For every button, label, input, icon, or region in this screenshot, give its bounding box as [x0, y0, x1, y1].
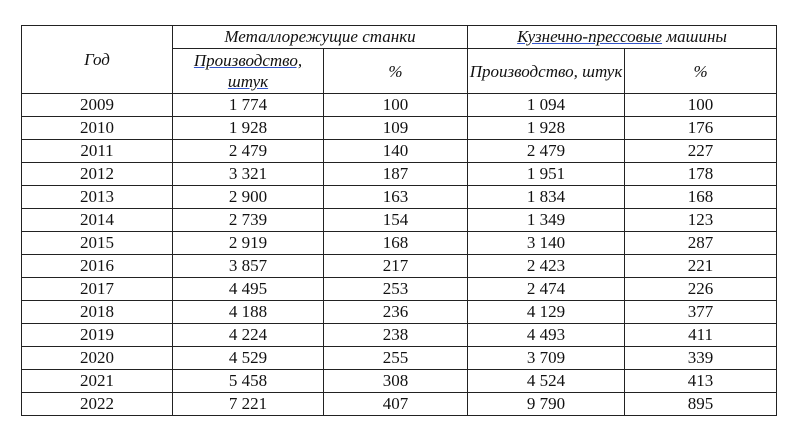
metal-production-cell: 1 774: [173, 94, 324, 117]
year-cell: 2020: [22, 347, 173, 370]
table-row: [22, 301, 777, 324]
year-cell: 2016: [22, 255, 173, 278]
metal-production-header: [173, 49, 324, 94]
press-production-cell: 2 423: [468, 255, 625, 278]
press-production-cell: 1 928: [468, 117, 625, 140]
metal-production-cell: 5 458: [173, 370, 324, 393]
metal-percent-cell: 236: [324, 301, 468, 324]
metal-production-cell: 3 857: [173, 255, 324, 278]
year-cell: 2019: [22, 324, 173, 347]
press-percent-cell: 178: [625, 163, 777, 186]
press-percent-cell: 377: [625, 301, 777, 324]
press-percent-cell: 413: [625, 370, 777, 393]
metal-percent-cell: 255: [324, 347, 468, 370]
forging-press-header: [468, 26, 777, 49]
metal-production-cell: 1 928: [173, 117, 324, 140]
press-production-cell: 3 709: [468, 347, 625, 370]
press-percent-cell: 411: [625, 324, 777, 347]
production-table: [21, 25, 777, 416]
metal-percent-cell: 154: [324, 209, 468, 232]
metal-percent-cell: 308: [324, 370, 468, 393]
table-row: [22, 209, 777, 232]
metal-production-cell: 7 221: [173, 393, 324, 416]
press-percent-cell: 226: [625, 278, 777, 301]
table-row: [22, 370, 777, 393]
press-percent-cell: 168: [625, 186, 777, 209]
metal-percent-cell: 109: [324, 117, 468, 140]
metal-production-cell: 4 224: [173, 324, 324, 347]
metal-production-cell: 2 479: [173, 140, 324, 163]
press-percent-header: %: [625, 49, 777, 94]
table-row: [22, 347, 777, 370]
metal-percent-cell: 238: [324, 324, 468, 347]
table-row: [22, 393, 777, 416]
table-row: [22, 255, 777, 278]
metal-percent-cell: 253: [324, 278, 468, 301]
metal-production-cell: 2 739: [173, 209, 324, 232]
year-cell: 2010: [22, 117, 173, 140]
metal-production-label: Производство, штук: [193, 51, 303, 91]
metal-percent-cell: 217: [324, 255, 468, 278]
metal-production-cell: 2 919: [173, 232, 324, 255]
press-percent-cell: 895: [625, 393, 777, 416]
table-row: [22, 94, 777, 117]
press-production-cell: 9 790: [468, 393, 625, 416]
table-row: [22, 232, 777, 255]
table-row: [22, 324, 777, 347]
press-production-cell: 4 493: [468, 324, 625, 347]
table-row: [22, 278, 777, 301]
press-production-cell: 4 129: [468, 301, 625, 324]
forging-press-underlined: Кузнечно-прессовые: [517, 27, 663, 46]
press-percent-cell: 100: [625, 94, 777, 117]
table-row: [22, 140, 777, 163]
metal-production-cell: 4 495: [173, 278, 324, 301]
press-production-cell: 1 951: [468, 163, 625, 186]
table-row: [22, 186, 777, 209]
year-cell: 2021: [22, 370, 173, 393]
press-production-cell: 4 524: [468, 370, 625, 393]
forging-press-rest: машины: [662, 27, 727, 46]
metal-production-cell: 4 529: [173, 347, 324, 370]
press-percent-cell: 176: [625, 117, 777, 140]
metal-cutting-header: Металлорежущие станки: [173, 26, 468, 49]
year-cell: 2014: [22, 209, 173, 232]
press-production-cell: 1 094: [468, 94, 625, 117]
metal-percent-cell: 407: [324, 393, 468, 416]
year-cell: 2022: [22, 393, 173, 416]
press-production-cell: 2 479: [468, 140, 625, 163]
press-production-cell: 1 834: [468, 186, 625, 209]
metal-production-cell: 3 321: [173, 163, 324, 186]
year-cell: 2012: [22, 163, 173, 186]
press-production-header: Производство, штук: [468, 49, 625, 94]
metal-production-cell: 4 188: [173, 301, 324, 324]
press-percent-cell: 339: [625, 347, 777, 370]
metal-production-cell: 2 900: [173, 186, 324, 209]
year-cell: 2009: [22, 94, 173, 117]
press-percent-cell: 123: [625, 209, 777, 232]
table-row: [22, 163, 777, 186]
year-cell: 2011: [22, 140, 173, 163]
press-production-cell: 2 474: [468, 278, 625, 301]
press-percent-cell: 221: [625, 255, 777, 278]
press-percent-cell: 227: [625, 140, 777, 163]
year-cell: 2015: [22, 232, 173, 255]
table-row: [22, 117, 777, 140]
metal-percent-cell: 163: [324, 186, 468, 209]
year-cell: 2017: [22, 278, 173, 301]
metal-percent-cell: 168: [324, 232, 468, 255]
year-cell: 2013: [22, 186, 173, 209]
press-production-cell: 3 140: [468, 232, 625, 255]
metal-percent-cell: 100: [324, 94, 468, 117]
press-production-cell: 1 349: [468, 209, 625, 232]
metal-percent-cell: 140: [324, 140, 468, 163]
year-header: Год: [22, 26, 173, 94]
press-percent-cell: 287: [625, 232, 777, 255]
year-cell: 2018: [22, 301, 173, 324]
metal-percent-cell: 187: [324, 163, 468, 186]
metal-percent-header: %: [324, 49, 468, 94]
